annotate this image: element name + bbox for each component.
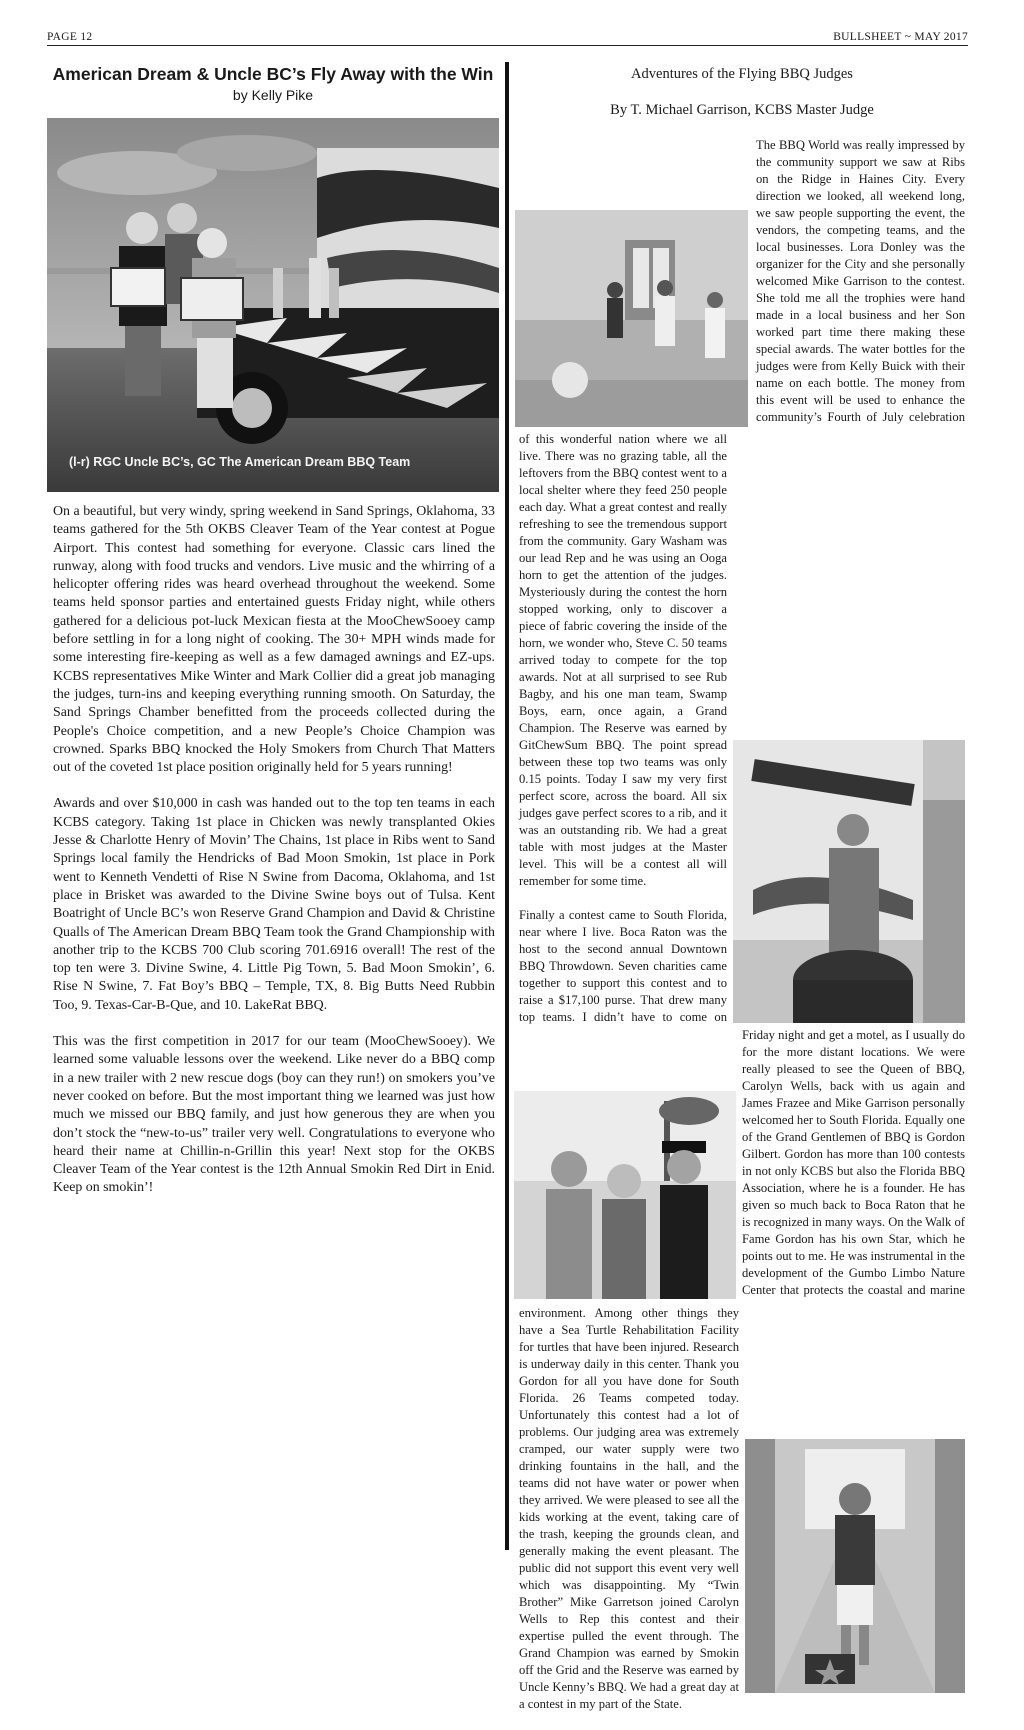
column-divider xyxy=(505,62,509,1550)
judges-hall-photo-image xyxy=(515,210,748,427)
queen-of-bbq-photo xyxy=(514,1091,736,1299)
judges-hall-photo xyxy=(515,210,748,427)
bbq-team-photo xyxy=(47,118,499,492)
bbq-team-photo-image xyxy=(47,118,499,492)
left-paragraph-2: Awards and over $10,000 in cash was handed out to the top ten teams in each KCBS category. Taking 1st place in Chicken was newly transplanted Okies Jesse & Charlotte Henry of Movin’ The Chains, 1st place in Ribs went to Sand Springs local family the Hendricks of Bad Moon Smokin, 1st place in Pork went to Kenneth Vendetti of Rise N Swine from Dacoma, Oklahoma, and 1st place in Brisket was awarded to the Divine Swine boys out of Tulsa. Kent Boatright of Uncle BC’s won Reserve Grand Champion and David & Christine Qualls of The American Dream BBQ Team took the Grand Championship with another trip to the KCBS 700 Club scoring 701.6916 overall! The rest of the top ten were 3. Divine Swine, 4. Little Pig Town, 5. Bad Moon Smokin’, 6. Rise N Swine, 7. Fat Boy’s BBQ – Temple, TX, 8. Big Butts Need Rubbin Too, 9. Texas-Car-B-Que, and 10. LakeRat BBQ. xyxy=(53,796,495,1013)
right-paragraph-2: Finally a contest came to South Florida, near where I live. Boca Raton was the host to the second annual Downtown BBQ Throwdown. Seven charities came together to support this contest and to raise a $17,100 purse. That drew many top teams. I didn’t have to come on Friday night and get a motel, as I usually do for the more distant locations. We were really pleased to see the Queen of BBQ, Carolyn Wells, back with us again and James Frazee and Mike Garrison personally welcomed her to South Florida. Equally one of the Grand Gentlemen of BBQ is Gordon Gilbert. Gordon has more than 100 contests in not only KCBS but also the Florida BBQ Association, where he is a founder. He has given so much back to Boca Raton that he is recognized in many ways. On the Walk of Fame Gordon has his own Star, which he points out to me. He was instrumental in the development of the Gumbo Limbo Nature Center that protects the coastal and marine environment. Among other things they have a Sea Turtle Rehabilitation Facility for turtles that have been injured. Research is underway daily in this center. Thank you Gordon for all you have done for South Florida. 26 Teams competed today. Unfortunately this contest had a lot of problems. Our judging area was extremely cramped, our water supply were two drinking fountains in the hall, and the teams did not have water or power when they arrived. We were pleased to see all the kids working at the event, taking care of the trash, keeping the grounds clean, and generally making the event pleasant. The public did not support this event very well which was disappointing. My “Twin Brother” Mike Garretson joined Carolyn Wells to Rep this contest and their expertise pulled the event through. The Grand Champion was earned by Smokin off the Grid and the Reserve was earned by Uncle Kenny’s BBQ. We had a great day at a contest in my part of the State. xyxy=(519,908,965,1711)
left-article-body xyxy=(53,503,495,1216)
right-article-byline: By T. Michael Garrison, KCBS Master Judge xyxy=(610,102,874,118)
right-article-title: Adventures of the Flying BBQ Judges xyxy=(631,66,853,82)
left-article-byline: by Kelly Pike xyxy=(232,87,314,103)
swamp-boys-photo xyxy=(733,740,965,1023)
left-article-title: American Dream & Uncle BC’s Fly Away with the Win xyxy=(52,64,494,84)
left-paragraph-1: On a beautiful, but very windy, spring weekend in Sand Springs, Oklahoma, 33 teams gathered for the 5th OKBS Cleaver Team of the Year contest at Pogue Airport. This contest had something for everyone. Classic cars lined the runway, along with food trucks and vendors. Live music and the whirring of a helicopter offering rides was heard overhead throughout the weekend. Some teams held sponsor parties and entertained guests Friday night, while others gathered for a delicious pot-luck Mexican fiesta at the MooChewSooey camp before settling in for a long night of cooking. The 30+ MPH winds made for some interesting fire-keeping as well as a few damaged awnings and EZ-ups. KCBS representatives Mike Winter and Mark Collier did a great job managing the judges, turn-ins and keeping everything running smooth. On Saturday, the Sand Springs Chamber benefitted from the proceeds collected during the People's Choice competition, and a new People’s Choice Champion was crowned. Sparks BBQ knocked the Holy Smokers from Church That Matters out of the coveted 1st place position originally held for 5 years running! xyxy=(53,504,495,776)
swamp-boys-photo-image xyxy=(733,740,965,1023)
left-paragraph-3: This was the first competition in 2017 for our team (MooChewSooey). We learned some valuable lessons over the weekend. Like never do a BBQ comp in a new trailer with 2 new rescue dogs (boy can they run!) on smokers you’ve never cooked on before. But the most important thing we learned was just how much we missed our BBQ family, and just how generous they are when you don’t stock the “new-to-us” trailer very well. Congratulations to everyone who heard their name at Chillin-n-Grillin this year! Next stop for the OKBS Cleaver Team of the Year contest is the 12th Annual Smokin Red Dirt in Enid. Keep on smokin’! xyxy=(53,1034,495,1196)
page-number: PAGE 12 xyxy=(47,31,93,43)
photo-caption: (l-r) RGC Uncle BC’s, GC The American Dream BBQ Team xyxy=(69,455,411,469)
running-header xyxy=(47,30,968,46)
right-paragraph-1: The BBQ World was really impressed by the community support we saw at Ribs on the Ridge in Haines City. Every direction we looked, all weekend long, we saw people supporting the event, the vendors, the competing teams, and the local businesses. Lora Donley was the organizer for the City and she personally welcomed Mike Garrison to the contest. She told me all the trophies were hand made in a local business and her Son worked part time there making these special awards. The water bottles for the judges were from Kelly Buick with their name on each bottle. The money from this event will be used to enhance the community’s Fourth of July celebration of this wonderful nation where we all live. There was no grazing table, all the leftovers from the BBQ contest went to a local shelter where they feed 250 people each day. What a great contest and really refreshing to see the tremendous support from the community. Gary Washam was our lead Rep and he was using an Ooga horn to get the attention of the judges. Mysteriously during the contest the horn stopped working, only to discover a piece of fabric covering the inside of the horn, we wonder who, Steve C. 50 teams arrived today to compete for the top awards. Not at all surprised to see Rub Bagby, and his one man team, Swamp Boys, earn, once again, a Grand Champion. The Reserve was earned by GitChewSum BBQ. The point spread between these top two teams was only 0.15 points. Today I saw my very first perfect score, across the board. All six judges gave perfect scores to a rib, and it was an outstanding rib. We had a great table with most judges at the Master level. This will be a contest all will remember for some time. xyxy=(519,138,965,888)
publication-date: BULLSHEET ~ MAY 2017 xyxy=(833,31,968,43)
walk-of-fame-photo-image xyxy=(745,1439,965,1693)
walk-of-fame-photo xyxy=(745,1439,965,1693)
queen-of-bbq-photo-image xyxy=(514,1091,736,1299)
right-article-body xyxy=(519,137,965,1730)
